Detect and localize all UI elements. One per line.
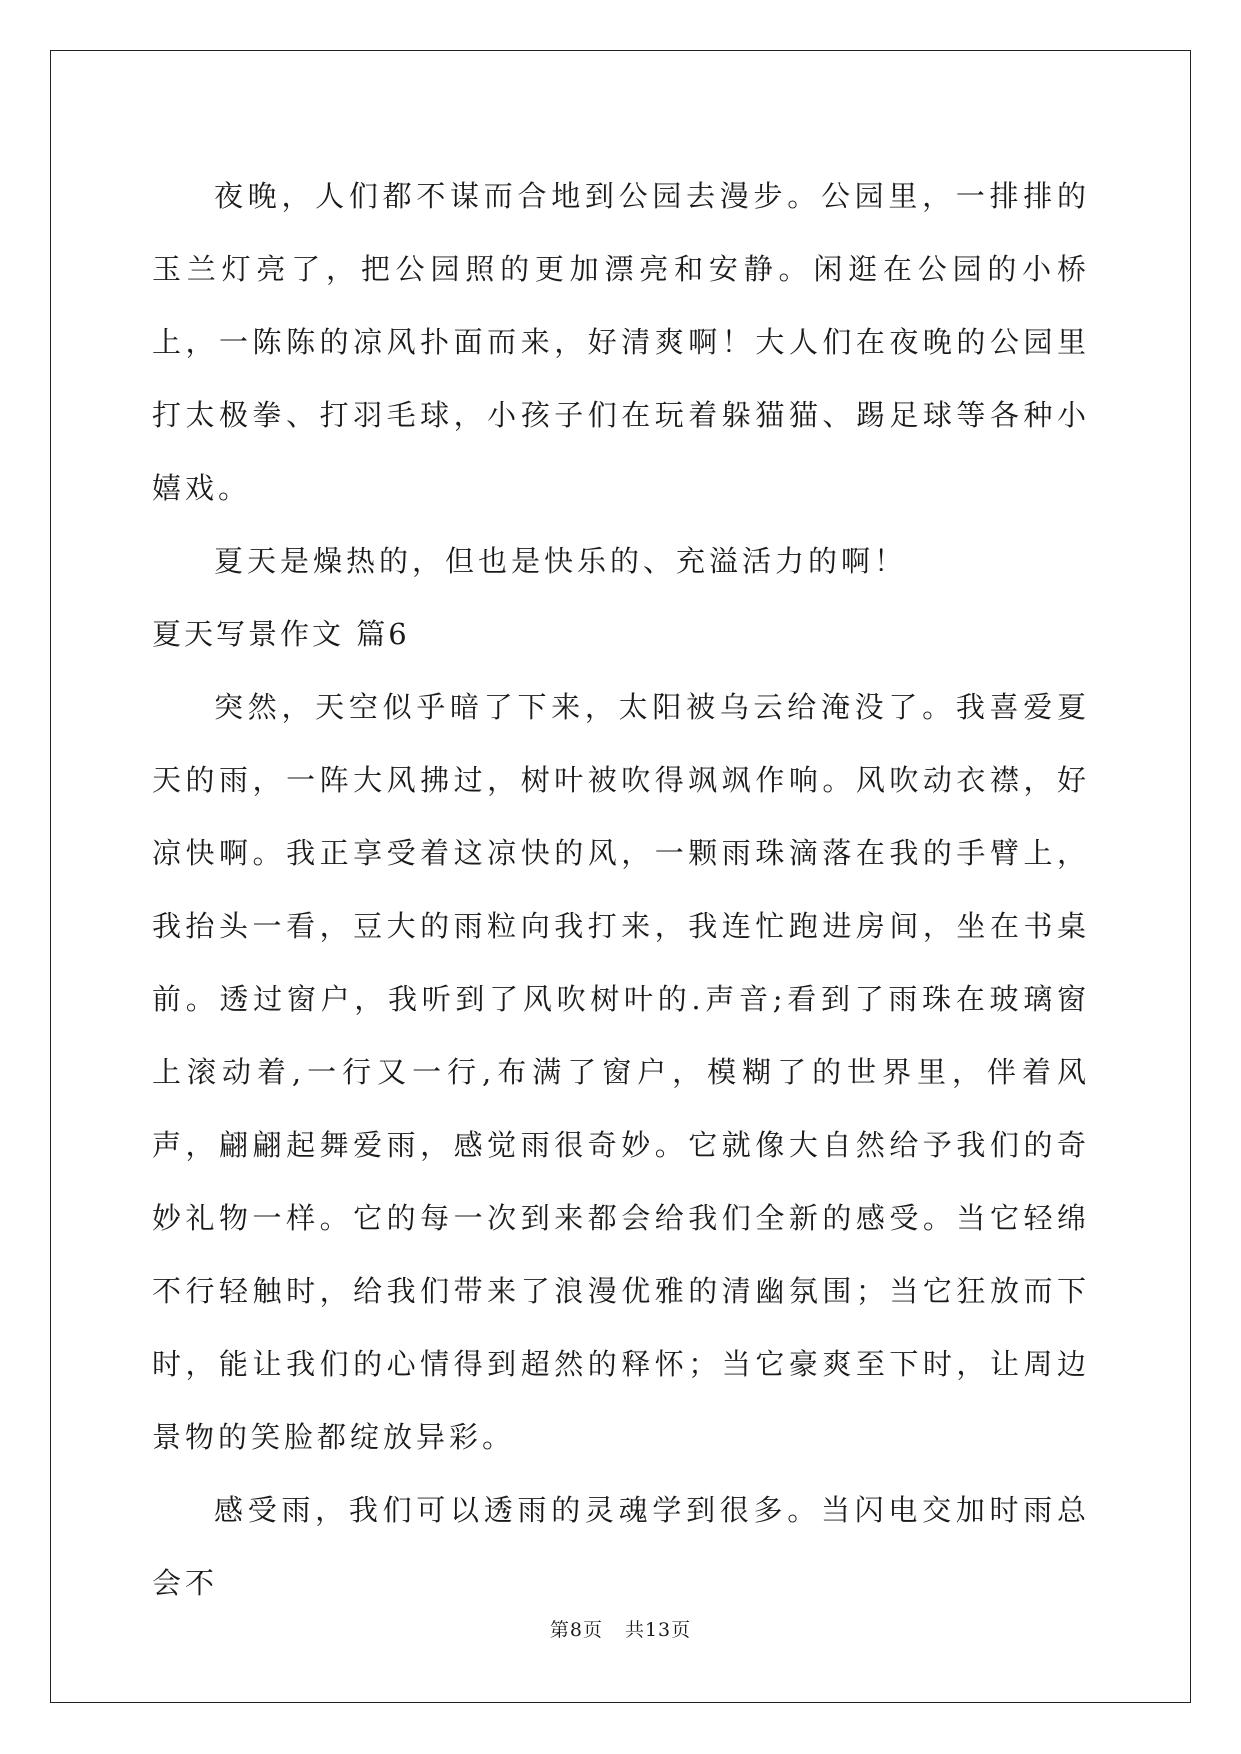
paragraph-feel-rain: 感受雨，我们可以透雨的灵魂学到很多。当闪电交加时雨总会不 [152, 1493, 1090, 1600]
paragraph-night-park: 夜晚，人们都不谋而合地到公园去漫步。公园里，一排排的玉兰灯亮了，把公园照的更加漂亮和安静。闲逛在公园的小桥上，一陈陈的凉风扑面而来，好清爽啊！大人们在夜晚的公园里打太极拳、打羽毛球，小孩子们在玩着躲猫猫、踢足球等各种小嬉戏。 [152, 179, 1090, 505]
page-footer [0, 1618, 1241, 1642]
section-heading: 夏天写景作文 篇6 [152, 617, 410, 651]
paragraph-summer-rain: 突然，天空似乎暗了下来，太阳被乌云给淹没了。我喜爱夏天的雨，一阵大风拂过，树叶被吹得飒飒作响。风吹动衣襟，好凉快啊。我正享受着这凉快的风，一颗雨珠滴落在我的手臂上，我抬头一看，豆大的雨粒向我打来，我连忙跑进房间，坐在书桌前。透过窗户，我听到了风吹树叶的.声音;看到了雨珠在玻璃窗上滚动着,一行又一行,布满了窗户，模糊了的世界里，伴着风声，翩翩起舞爱雨，感觉雨很奇妙。它就像大自然给予我们的奇妙礼物一样。它的每一次到来都会给我们全新的感受。当它轻绵不行轻触时，给我们带来了浪漫优雅的清幽氛围；当它狂放而下时，能让我们的心情得到超然的释怀；当它豪爽至下时，让周边景物的笑脸都绽放异彩。 [152, 690, 1090, 1454]
page-number-current: 第8页 [549, 1619, 603, 1641]
document-body [152, 160, 1090, 1620]
page-number-total: 共13页 [624, 1619, 692, 1641]
paragraph-summer-summary: 夏天是燥热的，但也是快乐的、充溢活力的啊！ [214, 544, 908, 578]
